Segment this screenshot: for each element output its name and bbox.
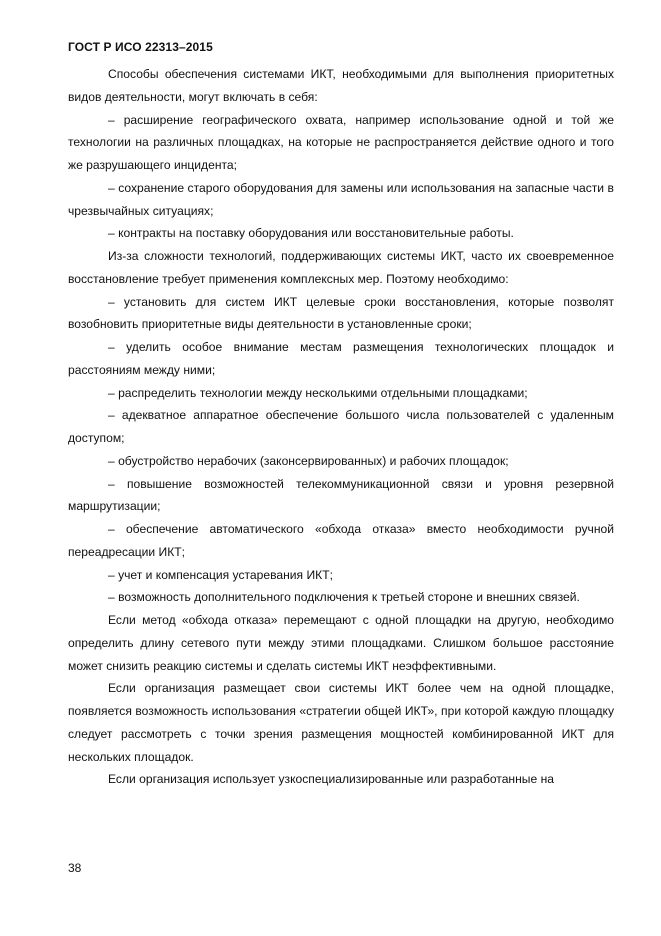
document-header: ГОСТ Р ИСО 22313–2015 [68,40,213,54]
list-item: – расширение географического охвата, например использование одной и той же технологии на различных площадках, на которые не распространяется действие одного и того же разрушающего инцидента; [68,112,614,172]
list-item: – обустройство нерабочих (законсервированных) и рабочих площадок; [108,453,509,468]
document-body [68,63,614,791]
list-item: – распределить технологии между несколькими отдельными площадками; [108,385,528,400]
list-item: – контракты на поставку оборудования или восстановительные работы. [108,226,514,241]
paragraph: Способы обеспечения системами ИКТ, необходимыми для выполнения приоритетных видов деятельности, могут включать в себя: [68,67,614,104]
list-item: – обеспечение автоматического «обхода отказа» вместо необходимости ручной переадресации ИКТ; [68,522,614,559]
paragraph: Если метод «обхода отказа» перемещают с одной площадки на другую, необходимо определить длину сетевого пути между этими площадками. Слишком большое расстояние может снизить реакцию системы и сделать системы ИКТ неэффективными. [68,613,614,673]
paragraph: Из-за сложности технологий, поддерживающих системы ИКТ, часто их своевременное восстановление требует применения комплексных мер. Поэтому необходимо: [68,249,614,286]
list-item: – учет и компенсация устаревания ИКТ; [108,567,333,582]
paragraph: Если организация использует узкоспециализированные или разработанные на [108,772,554,787]
page-number: 38 [68,861,82,875]
list-item: – возможность дополнительного подключения к третьей стороне и внешних связей. [108,590,580,605]
paragraph: Если организация размещает свои системы ИКТ более чем на одной площадке, появляется возможность использования «стратегии общей ИКТ», при которой каждую площадку следует рассмотреть с точки зрения размещения мощностей комбинированной ИКТ для нескольких площадок. [68,681,614,764]
list-item: – сохранение старого оборудования для замены или использования на запасные части в чрезвычайных ситуациях; [68,180,614,218]
list-item: – адекватное аппаратное обеспечение большого числа пользователей с удаленным доступом; [68,408,614,445]
list-item: – установить для систем ИКТ целевые сроки восстановления, которые позволят возобновить приоритетные виды деятельности в установленные сроки; [68,294,614,332]
list-item: – повышение возможностей телекоммуникационной связи и уровня резервной маршрутизации; [68,476,614,514]
list-item: – уделить особое внимание местам размещения технологических площадок и расстояниям между ними; [68,340,614,377]
